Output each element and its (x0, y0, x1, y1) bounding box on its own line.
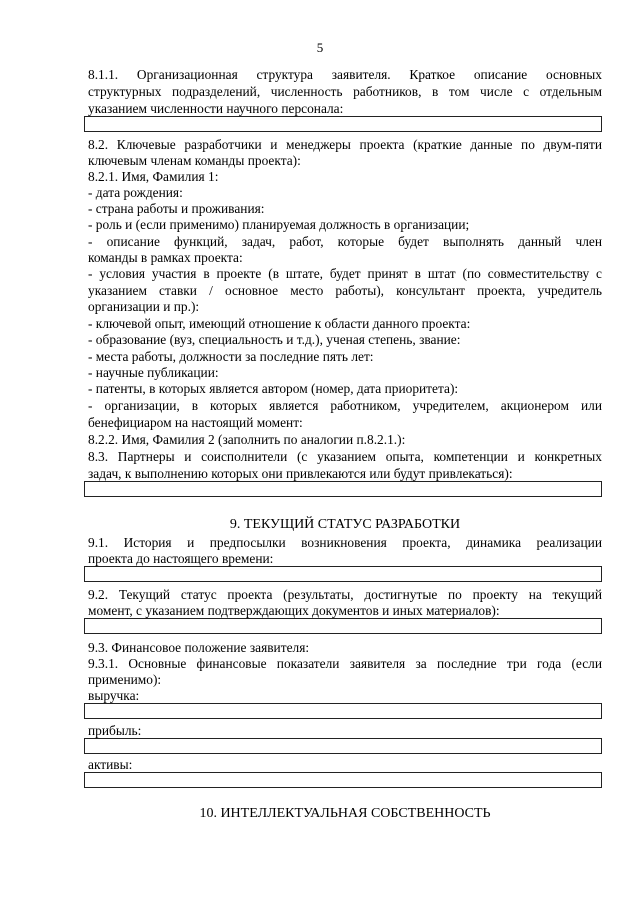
text-line: - места работы, должности за последние пять лет: (88, 349, 374, 364)
text-line: применимо): (88, 672, 162, 687)
text-line: - ключевой опыт, имеющий отношение к области данного проекта: (88, 316, 471, 331)
text-line: задач, к выполнению которых они привлекаются или будут привлекаться): (88, 466, 513, 481)
text-line: ключевым членам команды проекта): (88, 153, 301, 168)
partners-field[interactable] (84, 481, 602, 497)
org-structure-field[interactable] (84, 116, 602, 132)
text-line: - организации, в которых является работником, учредителем, акционером или (88, 398, 602, 413)
text-line: - страна работы и проживания: (88, 201, 265, 216)
revenue-field[interactable] (84, 703, 602, 719)
text-line: указанием ставки / основное место работы), консультант проекта, учредитель (88, 283, 602, 298)
text-line: 8.2.2. Имя, Фамилия 2 (заполнить по аналогии п.8.2.1.): (88, 432, 406, 447)
text-line: момент, с указанием подтверждающих документов и иных материалов): (88, 603, 500, 618)
text-line: - научные публикации: (88, 365, 219, 380)
project-history-field[interactable] (84, 566, 602, 582)
text-line: бенефициаром на настоящий момент: (88, 415, 303, 430)
page-number: 5 (316, 40, 324, 55)
text-line: - образование (вуз, специальность и т.д.), ученая степень, звание: (88, 332, 461, 347)
text-line: выручка: (88, 688, 140, 703)
text-line: - патенты, в которых является автором (номер, дата приоритета): (88, 381, 459, 396)
profit-field[interactable] (84, 738, 602, 754)
text-line: 8.1.1. Организационная структура заявителя. Краткое описание основных (88, 67, 602, 82)
section-heading: 10. ИНТЕЛЛЕКТУАЛЬНАЯ СОБСТВЕННОСТЬ (199, 806, 491, 821)
text-line: 9.1. История и предпосылки возникновения проекта, динамика реализации (88, 535, 602, 550)
text-line: организации и пр.): (88, 299, 200, 314)
text-line: 9.2. Текущий статус проекта (результаты, достигнутые по проекту на текущий (88, 587, 602, 602)
assets-field[interactable] (84, 772, 602, 788)
project-status-field[interactable] (84, 618, 602, 634)
text-line: 9.3.1. Основные финансовые показатели заявителя за последние три года (если (88, 656, 602, 671)
text-line: активы: (88, 757, 133, 772)
text-line: - условия участия в проекте (в штате, будет принят в штат (по совместительству с (88, 266, 602, 281)
text-line: - дата рождения: (88, 185, 183, 200)
section-heading: 9. ТЕКУЩИЙ СТАТУС РАЗРАБОТКИ (229, 517, 461, 532)
text-line: 8.2.1. Имя, Фамилия 1: (88, 169, 219, 184)
text-line: - описание функций, задач, работ, которые будет выполнять данный член (88, 234, 602, 249)
text-line: 8.3. Партнеры и соисполнители (с указанием опыта, компетенции и конкретных (88, 449, 602, 464)
text-line: 8.2. Ключевые разработчики и менеджеры проекта (краткие данные по двум-пяти (88, 137, 602, 152)
text-line: команды в рамках проекта: (88, 250, 243, 265)
text-line: 9.3. Финансовое положение заявителя: (88, 640, 310, 655)
text-line: прибыль: (88, 723, 142, 738)
text-line: проекта до настоящего времени: (88, 551, 274, 566)
text-line: - роль и (если применимо) планируемая должность в организации; (88, 217, 470, 232)
text-line: указанием численности научного персонала: (88, 101, 344, 116)
text-line: структурных подразделений, численность работников, в том числе с отдельным (88, 84, 602, 99)
